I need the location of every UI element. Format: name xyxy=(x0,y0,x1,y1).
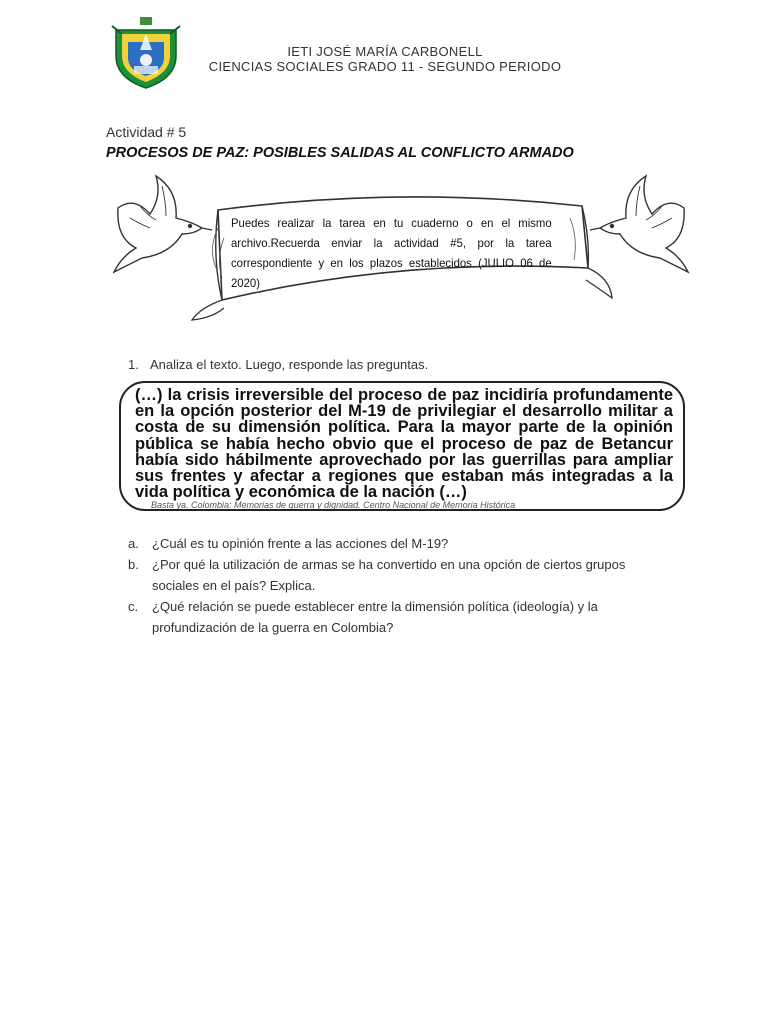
instruction-text: Analiza el texto. Luego, responde las preguntas. xyxy=(150,357,429,372)
question-letter: a. xyxy=(128,536,139,551)
quote-source: Basta ya. Colombia: Memorias de guerra y dignidad. Centro Nacional de Memoria Histórica xyxy=(151,500,516,510)
quote-text: (…) la crisis irreversible del proceso de paz incidiría profundamente en la opción posterior del M-19 de privilegiar el desarrollo militar a costa de su dimensión política. Para la mayor parte de la opinión pública se había hecho obvio que el proceso de paz de Betancur había sido hábilmente aprovechado por las guerrillas para ampliar sus frentes y afectar a regiones que estaban más integradas a la vida política y económica de la nación (…) xyxy=(135,386,673,502)
question-item xyxy=(128,554,668,596)
document-header xyxy=(200,44,570,74)
page-title: PROCESOS DE PAZ: POSIBLES SALIDAS AL CONFLICTO ARMADO xyxy=(106,145,574,161)
question-letter: b. xyxy=(128,557,139,572)
quote-box xyxy=(119,381,685,511)
right-dove-icon xyxy=(590,176,688,272)
course-subtitle: CIENCIAS SOCIALES GRADO 11 - SEGUNDO PERIODO xyxy=(208,59,562,74)
school-name: IETI JOSÉ MARÍA CARBONELL xyxy=(287,44,483,59)
question-text: ¿Qué relación se puede establecer entre la dimensión política (ideología) y la profundización de la guerra en Colombia? xyxy=(152,599,598,635)
question-text: ¿Por qué la utilización de armas se ha convertido en una opción de ciertos grupos sociales en el país? Explica. xyxy=(152,557,626,593)
school-crest-logo xyxy=(108,12,184,90)
question-item xyxy=(128,596,668,638)
left-dove-icon xyxy=(114,176,212,272)
question-letter: c. xyxy=(128,599,139,614)
instruction-number: 1. xyxy=(128,357,139,372)
questions-list xyxy=(128,533,668,638)
question-text: ¿Cuál es tu opinión frente a las acciones del M-19? xyxy=(152,536,449,551)
instruction-item xyxy=(128,357,428,372)
question-item xyxy=(128,533,668,554)
banner-instructions: Puedes realizar la tarea en tu cuaderno o en el mismo archivo.Recuerda enviar la actividad #5, por la tarea correspondiente y en los plazos establecidos (JULIO 06 de 2020) xyxy=(231,216,552,290)
activity-label: Actividad # 5 xyxy=(106,124,187,140)
